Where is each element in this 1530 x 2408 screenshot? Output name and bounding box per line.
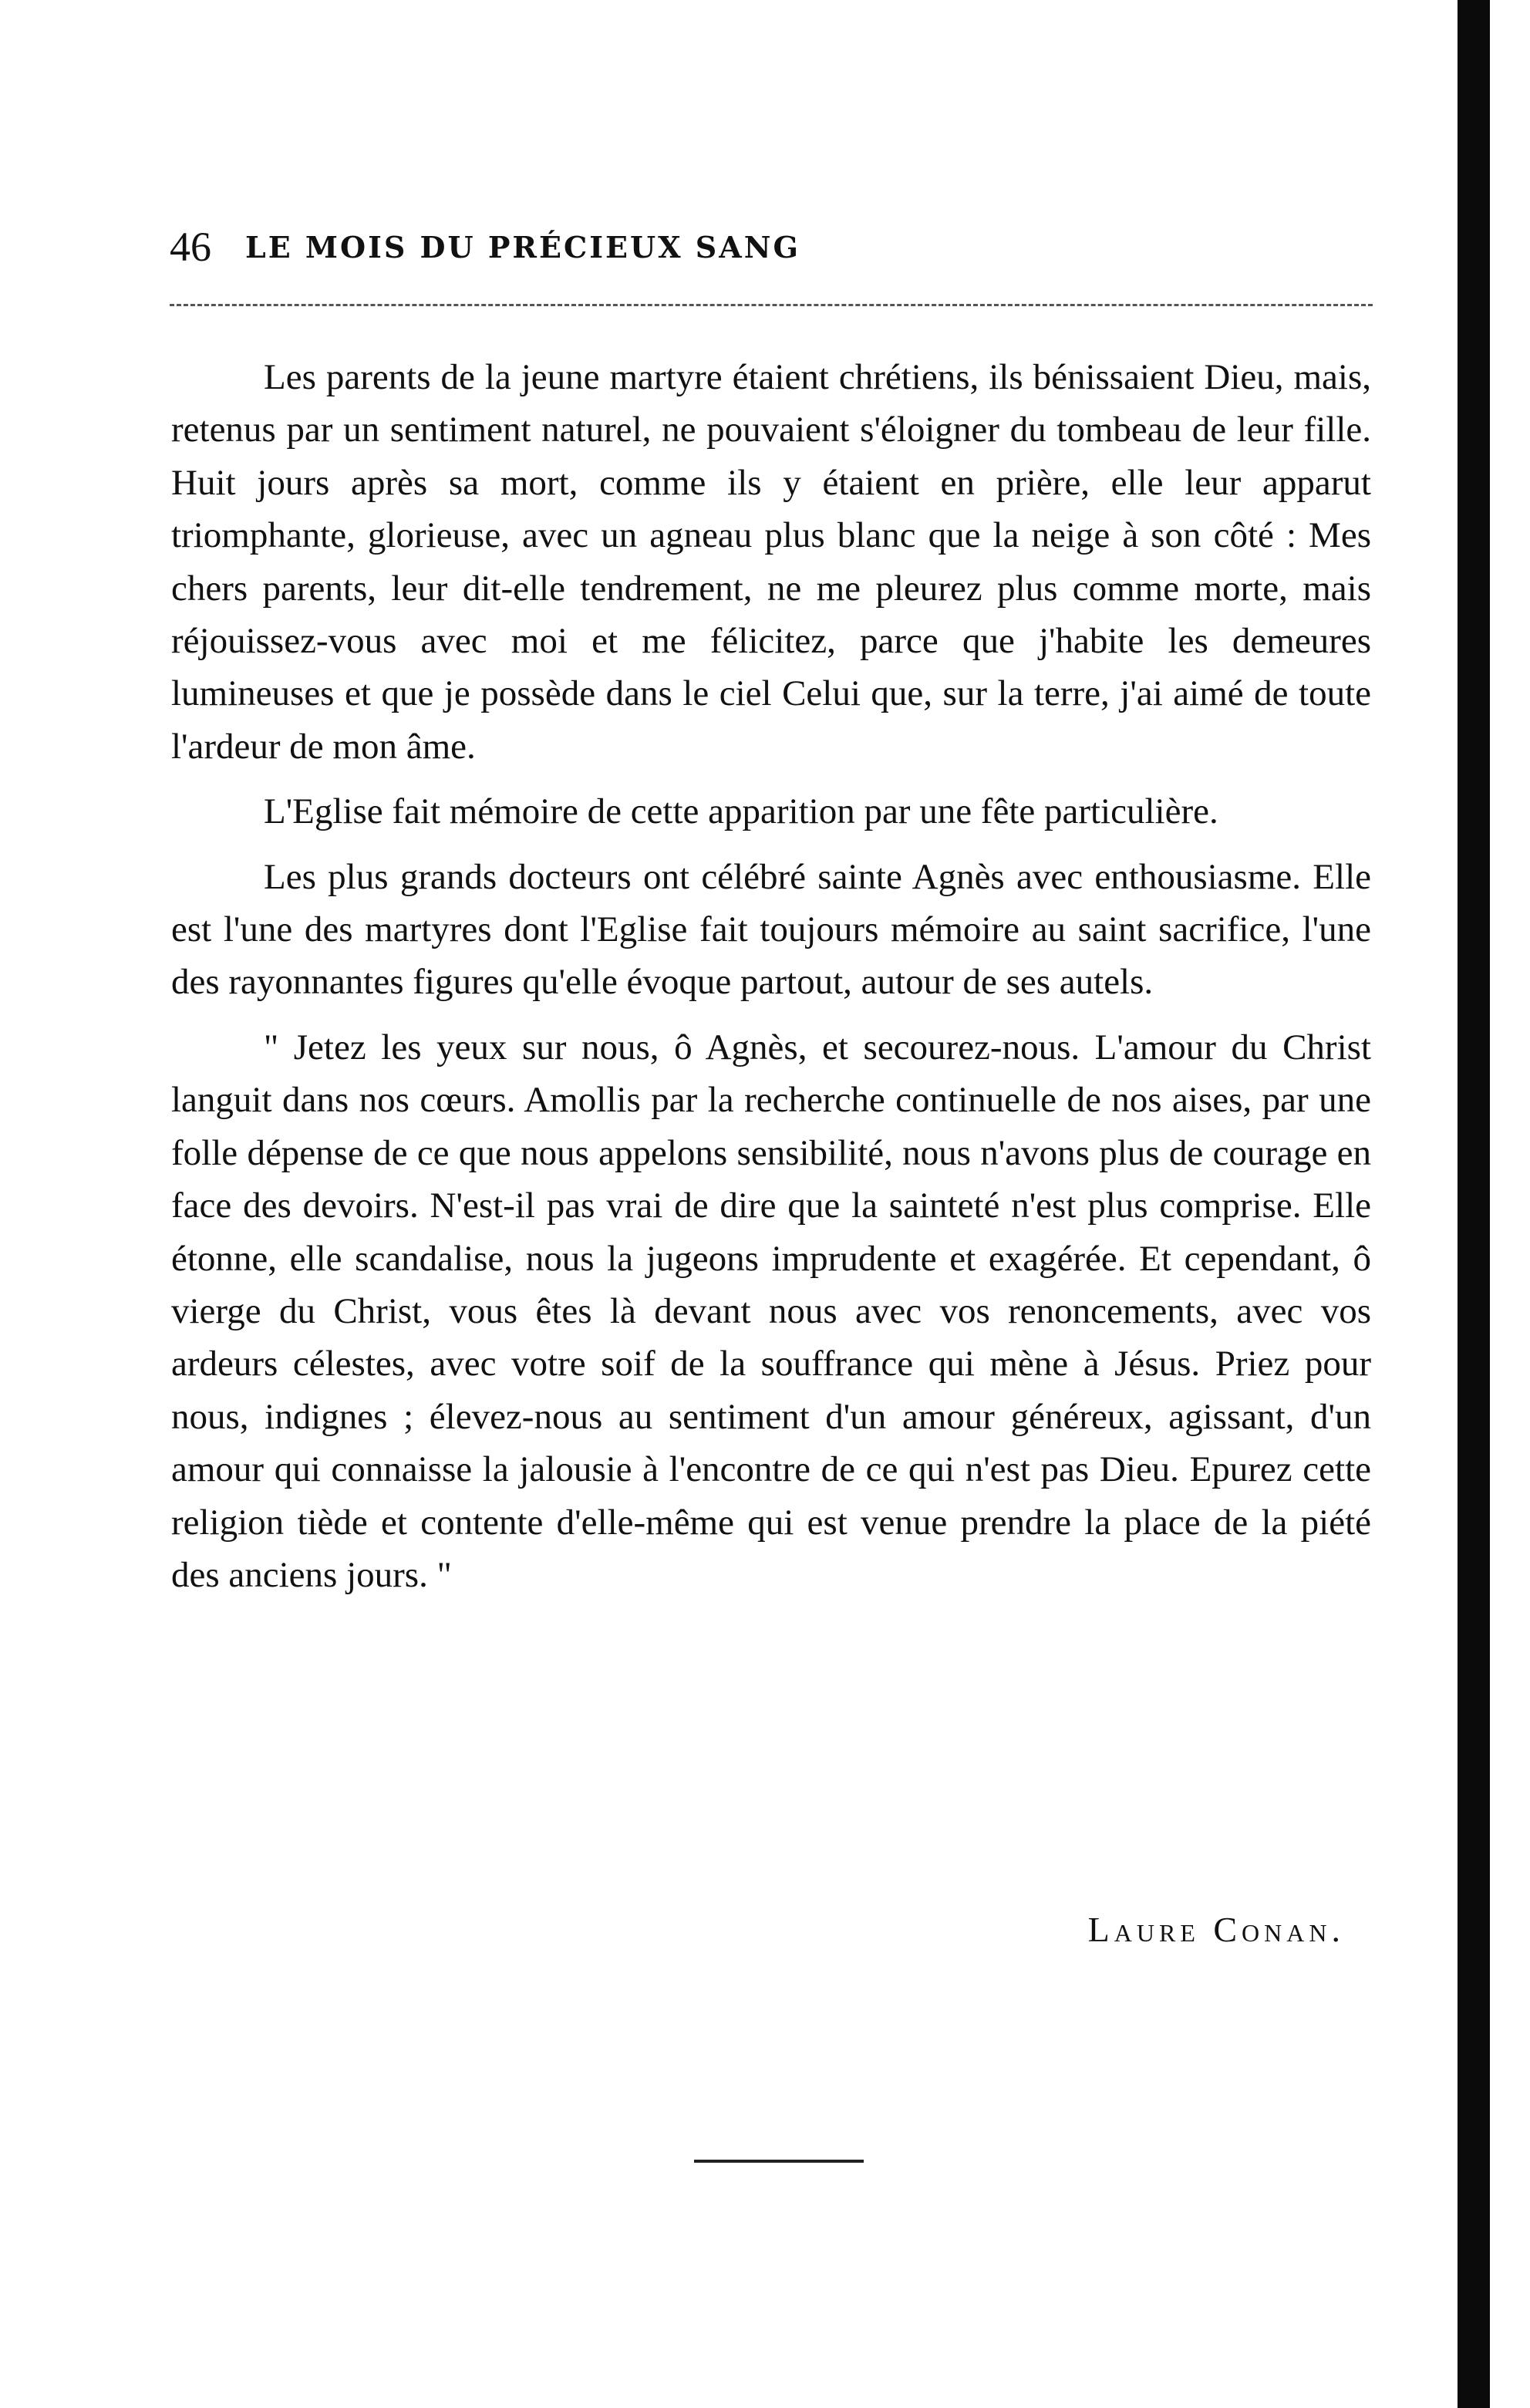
paragraph-apparition: Les parents de la jeune martyre étaient chrétiens, ils bénissaient Dieu, mais, retenus par un sentiment naturel, ne pouvaient s'éloigner du tombeau de leur fille. Huit jours après sa mort, comme ils y étaient en prière, elle leur apparut triomphante, glorieuse, avec un agneau plus blanc que la neige à son côté : Mes chers parents, leur dit-elle tendrement, ne me pleurez plus comme morte, mais réjouissez-vous avec moi et me félicitez, parce que j'habite les demeures lumineuses et que je possède dans le ciel Celui que, sur la terre, j'ai aimé de toute l'ardeur de mon âme. [171, 357, 1371, 767]
body-text [171, 351, 1371, 1614]
paragraph-prayer: " Jetez les yeux sur nous, ô Agnès, et secourez-nous. L'amour du Christ languit dans nos cœurs. Amollis par la recherche continuelle de nos aises, par une folle dépense de ce que nous appelons sensibilité, nous n'avons plus de courage en face des devoirs. N'est-il pas vrai de dire que la sainteté n'est plus comprise. Elle étonne, elle scandalise, nous la jugeons imprudente et exagérée. Et cependant, ô vierge du Christ, vous êtes là devant nous avec vos renoncements, avec vos ardeurs célestes, avec votre soif de la souffrance qui mène à Jésus. Priez pour nous, indignes ; élevez-nous au sentiment d'un amour généreux, agissant, d'un amour qui connaisse la jalousie à l'encontre de ce qui n'est pas Dieu. Epurez cette religion tiède et contente d'elle-même qui est venue prendre la place de la piété des anciens jours. " [171, 1027, 1371, 1595]
paragraph-feast: L'Eglise fait mémoire de cette apparition par une fête particulière. [264, 791, 1218, 832]
paragraph-doctors: Les plus grands docteurs ont célébré sainte Agnès avec enthousiasme. Elle est l'une des martyres dont l'Eglise fait toujours mémoire au saint sacrifice, l'une des rayonnantes figures qu'elle évoque partout, autour de ses autels. [171, 856, 1371, 1003]
page-header [170, 216, 1373, 278]
page-number: 46 [170, 224, 211, 270]
running-title: LE MOIS DU PRÉCIEUX SANG [245, 229, 800, 265]
author-signature: Laure Conan. [1087, 1910, 1345, 1949]
page-edge-bar [1458, 0, 1490, 2408]
closing-rule [694, 2160, 864, 2163]
header-divider [170, 304, 1373, 306]
